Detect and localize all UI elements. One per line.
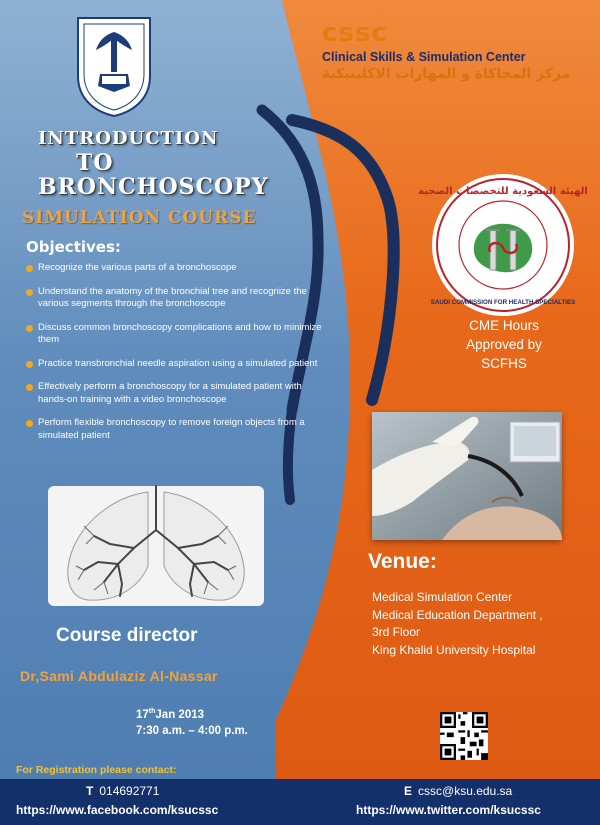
email-contact[interactable]: E cssc@ksu.edu.sa [404,784,513,798]
course-date [136,704,276,739]
venue-line-3: 3rd Floor [372,625,421,639]
title-line-2: TO [76,150,114,176]
bronchial-tree-diagram [48,486,264,606]
objectives-heading: Objectives: [26,238,121,256]
cssc-logo [322,18,592,82]
date-line: 17thJan 2013 [136,708,205,721]
cssc-arabic-name: مركز المحاكاة و المهارات الاكلينيكية [322,66,571,82]
bullet-icon [26,325,33,332]
scfhs-seal [418,172,588,318]
title-line-1: INTRODUCTION [38,128,219,149]
bullet-icon [26,384,33,391]
cssc-wordmark: cssc [322,18,388,48]
objective-item: Practice transbronchial needle aspiration using a simulated patient [26,358,326,371]
venue-line-2: Medical Education Department , [372,607,543,622]
cme-line-2: Approved by [466,337,542,352]
course-director-heading: Course director [56,625,198,646]
bullet-icon [26,289,33,296]
cme-line-3: SCFHS [481,356,527,371]
venue-line-1: Medical Simulation Center [372,590,513,604]
objective-item: Discuss common bronchoscopy complications and how to minimize them [26,322,326,347]
bullet-icon [26,265,33,272]
objectives-list [26,262,326,453]
phone-number: 014692771 [99,784,160,798]
bullet-icon [26,361,33,368]
ksu-logo [72,14,156,118]
facebook-link[interactable]: https://www.facebook.com/ksucssc [16,803,219,817]
email-address: cssc@ksu.edu.sa [418,784,513,798]
bullet-icon [26,420,33,427]
twitter-link[interactable]: https://www.twitter.com/ksucssc [356,803,541,817]
phone-contact[interactable]: T 014692771 [86,784,160,798]
course-subtitle: SIMULATION COURSE [22,208,257,228]
venue-heading: Venue: [368,550,437,573]
cme-line-1: CME Hours [469,318,539,333]
registration-label: For Registration please contact: [16,764,177,776]
qr-code[interactable] [440,712,488,760]
bronchoscopy-photo [372,412,562,540]
cme-approval [430,316,578,373]
scfhs-arabic-text: الهيئة السعودية للتخصصات الصحية [418,186,588,197]
scfhs-english-text: SAUDI COMMISSION FOR HEALTH SPECIALTIES [430,299,576,306]
objective-item: Perform flexible bronchoscopy to remove foreign objects from a simulated patient [26,417,326,442]
venue-line-4: King Khalid University Hospital [372,642,536,657]
cssc-english-name: Clinical Skills & Simulation Center [322,50,526,64]
objective-item: Recognize the various parts of a bronchoscope [26,262,326,275]
venue-address [372,589,543,659]
objective-item: Understand the anatomy of the bronchial tree and recognize the various segments through the bronchoscope [26,286,326,311]
course-director-name: Dr,Sami Abdulaziz Al-Nassar [20,668,218,684]
title-line-3: BRONCHOSCOPY [38,174,269,200]
objective-item: Effectively perform a bronchoscopy for a simulated patient with hands-on training with a video bronchoscope [26,381,326,406]
time-line: 7:30 a.m. – 4:00 p.m. [136,724,248,737]
